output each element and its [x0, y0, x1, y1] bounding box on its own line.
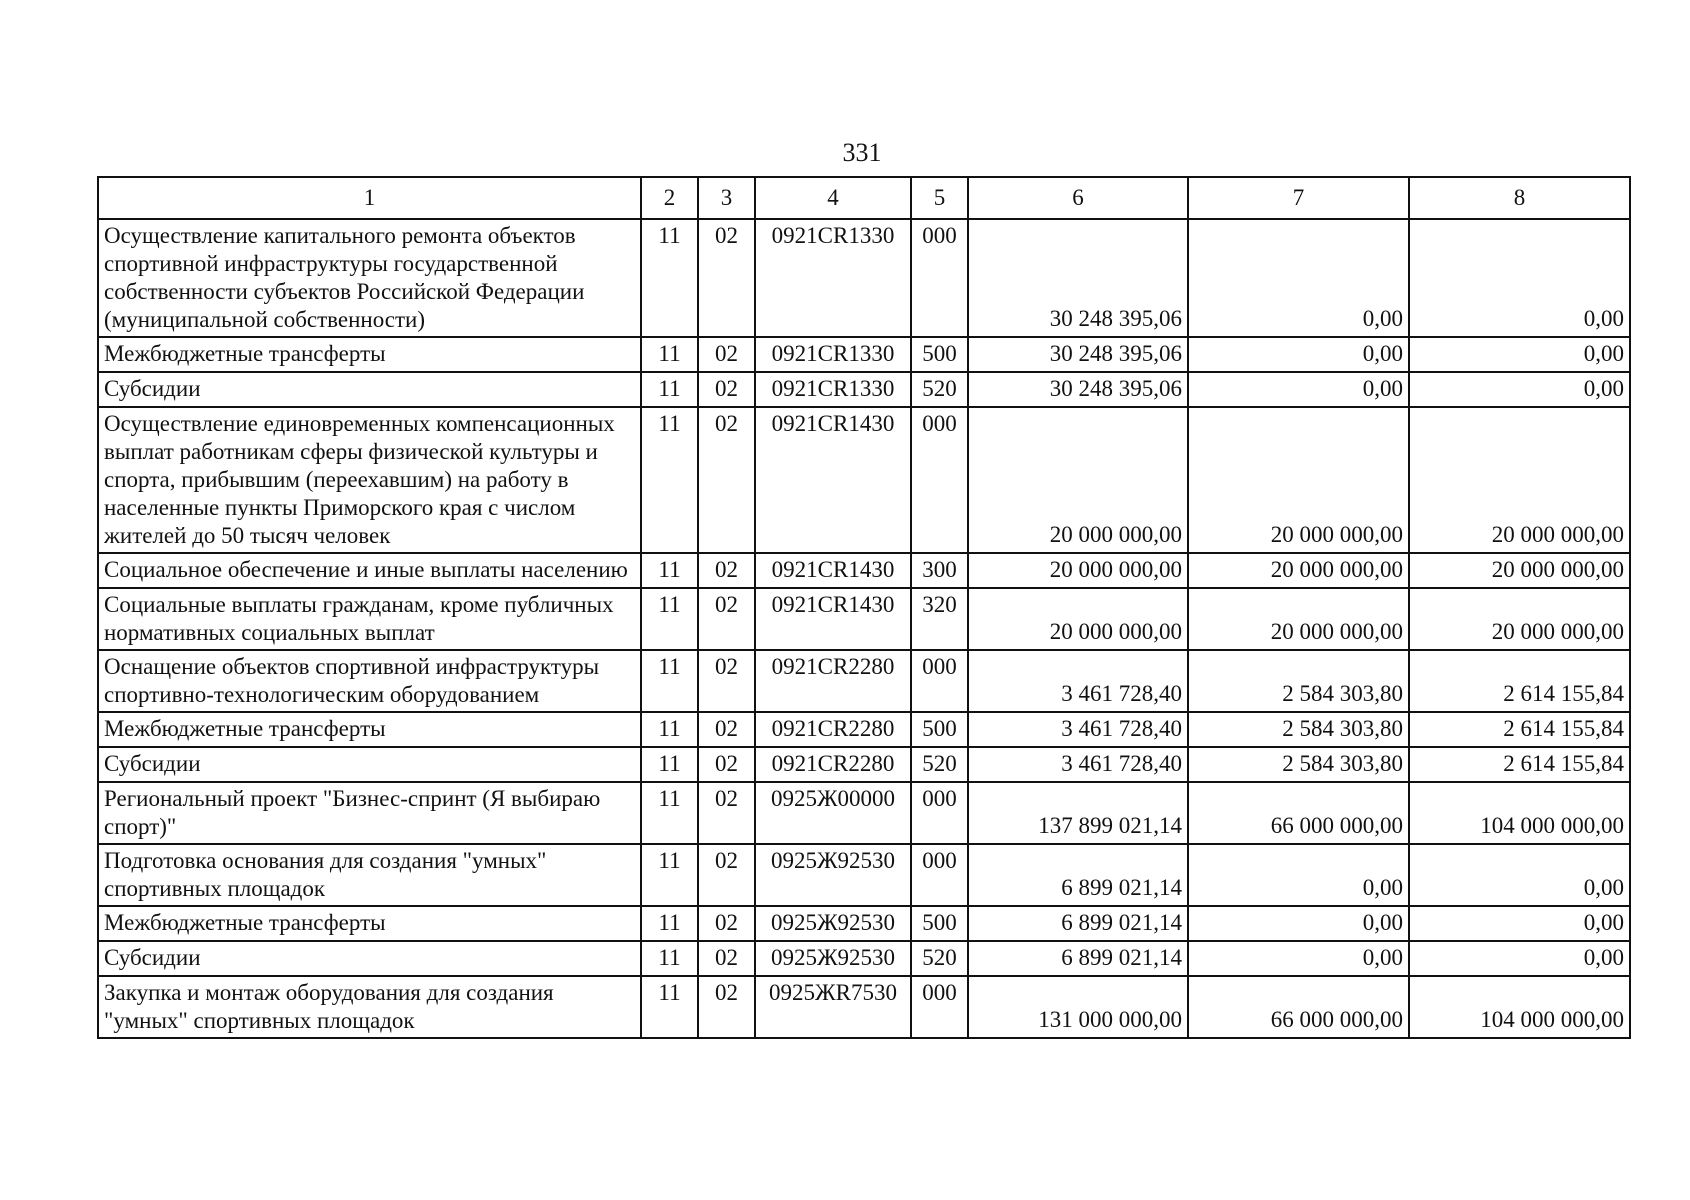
table-header [98, 177, 1630, 219]
column-header-3: 3 [698, 177, 755, 219]
target-code-cell: 0921CR2280 [755, 712, 911, 747]
subsection-cell: 02 [698, 650, 755, 712]
subsection-cell: 02 [698, 747, 755, 782]
expense-type-cell: 000 [911, 976, 968, 1038]
amount-col-6-cell: 30 248 395,06 [968, 372, 1188, 407]
table-row [98, 906, 1630, 941]
target-code-cell: 0921CR1330 [755, 337, 911, 372]
target-code-cell: 0921CR1330 [755, 372, 911, 407]
page-number: 331 [842, 138, 882, 167]
subsection-cell: 02 [698, 407, 755, 553]
section-cell: 11 [641, 372, 698, 407]
table-row [98, 712, 1630, 747]
subsection-cell: 02 [698, 588, 755, 650]
section-cell: 11 [641, 553, 698, 588]
row-name-cell: Оснащение объектов спортивной инфраструктуры спортивно-технологическим оборудованием [98, 650, 641, 712]
column-header-6: 6 [968, 177, 1188, 219]
amount-col-6-cell: 3 461 728,40 [968, 747, 1188, 782]
row-name-cell: Региональный проект "Бизнес-спринт (Я выбираю спорт)" [98, 782, 641, 844]
expense-type-cell: 000 [911, 650, 968, 712]
row-name-cell: Межбюджетные трансферты [98, 337, 641, 372]
expense-type-cell: 520 [911, 747, 968, 782]
amount-col-7-cell: 0,00 [1188, 941, 1409, 976]
expense-type-cell: 520 [911, 372, 968, 407]
target-code-cell: 0921CR1430 [755, 553, 911, 588]
subsection-cell: 02 [698, 976, 755, 1038]
expense-type-cell: 320 [911, 588, 968, 650]
amount-col-8-cell: 2 614 155,84 [1409, 747, 1630, 782]
subsection-cell: 02 [698, 782, 755, 844]
table-body [98, 219, 1630, 1038]
expense-type-cell: 000 [911, 219, 968, 337]
amount-col-7-cell: 66 000 000,00 [1188, 976, 1409, 1038]
subsection-cell: 02 [698, 712, 755, 747]
column-header-5: 5 [911, 177, 968, 219]
table-row [98, 372, 1630, 407]
section-cell: 11 [641, 747, 698, 782]
header-row [98, 177, 1630, 219]
row-name-cell: Субсидии [98, 372, 641, 407]
section-cell: 11 [641, 976, 698, 1038]
amount-col-7-cell: 2 584 303,80 [1188, 747, 1409, 782]
amount-col-7-cell: 20 000 000,00 [1188, 588, 1409, 650]
target-code-cell: 0921CR2280 [755, 747, 911, 782]
expense-type-cell: 500 [911, 712, 968, 747]
amount-col-6-cell: 131 000 000,00 [968, 976, 1188, 1038]
target-code-cell: 0925Ж92530 [755, 906, 911, 941]
amount-col-6-cell: 30 248 395,06 [968, 337, 1188, 372]
subsection-cell: 02 [698, 337, 755, 372]
table-row [98, 588, 1630, 650]
subsection-cell: 02 [698, 844, 755, 906]
subsection-cell: 02 [698, 372, 755, 407]
subsection-cell: 02 [698, 553, 755, 588]
amount-col-8-cell: 0,00 [1409, 337, 1630, 372]
row-name-cell: Осуществление капитального ремонта объектов спортивной инфраструктуры государственной собственности субъектов Российской Федерации (муниципальной собственности) [98, 219, 641, 337]
subsection-cell: 02 [698, 906, 755, 941]
expense-type-cell: 520 [911, 941, 968, 976]
section-cell: 11 [641, 906, 698, 941]
amount-col-6-cell: 20 000 000,00 [968, 588, 1188, 650]
amount-col-7-cell: 0,00 [1188, 372, 1409, 407]
amount-col-7-cell: 0,00 [1188, 906, 1409, 941]
amount-col-7-cell: 66 000 000,00 [1188, 782, 1409, 844]
column-header-1: 1 [98, 177, 641, 219]
amount-col-8-cell: 2 614 155,84 [1409, 712, 1630, 747]
row-name-cell: Субсидии [98, 941, 641, 976]
target-code-cell: 0921CR2280 [755, 650, 911, 712]
amount-col-8-cell: 104 000 000,00 [1409, 782, 1630, 844]
subsection-cell: 02 [698, 941, 755, 976]
amount-col-8-cell: 0,00 [1409, 844, 1630, 906]
amount-col-7-cell: 0,00 [1188, 844, 1409, 906]
section-cell: 11 [641, 407, 698, 553]
amount-col-6-cell: 20 000 000,00 [968, 553, 1188, 588]
amount-col-8-cell: 0,00 [1409, 219, 1630, 337]
column-header-2: 2 [641, 177, 698, 219]
row-name-cell: Социальные выплаты гражданам, кроме публичных нормативных социальных выплат [98, 588, 641, 650]
row-name-cell: Межбюджетные трансферты [98, 712, 641, 747]
section-cell: 11 [641, 337, 698, 372]
table-row [98, 844, 1630, 906]
amount-col-6-cell: 6 899 021,14 [968, 941, 1188, 976]
section-cell: 11 [641, 712, 698, 747]
amount-col-7-cell: 20 000 000,00 [1188, 553, 1409, 588]
amount-col-6-cell: 30 248 395,06 [968, 219, 1188, 337]
section-cell: 11 [641, 844, 698, 906]
expense-type-cell: 500 [911, 337, 968, 372]
amount-col-8-cell: 2 614 155,84 [1409, 650, 1630, 712]
amount-col-6-cell: 6 899 021,14 [968, 906, 1188, 941]
amount-col-6-cell: 6 899 021,14 [968, 844, 1188, 906]
row-name-cell: Закупка и монтаж оборудования для создания "умных" спортивных площадок [98, 976, 641, 1038]
amount-col-7-cell: 2 584 303,80 [1188, 650, 1409, 712]
expense-type-cell: 300 [911, 553, 968, 588]
table-row [98, 747, 1630, 782]
amount-col-8-cell: 0,00 [1409, 372, 1630, 407]
target-code-cell: 0921CR1430 [755, 588, 911, 650]
row-name-cell: Межбюджетные трансферты [98, 906, 641, 941]
expense-type-cell: 000 [911, 782, 968, 844]
amount-col-8-cell: 20 000 000,00 [1409, 407, 1630, 553]
table-row [98, 650, 1630, 712]
section-cell: 11 [641, 219, 698, 337]
expense-type-cell: 500 [911, 906, 968, 941]
column-header-8: 8 [1409, 177, 1630, 219]
row-name-cell: Субсидии [98, 747, 641, 782]
amount-col-6-cell: 20 000 000,00 [968, 407, 1188, 553]
section-cell: 11 [641, 650, 698, 712]
section-cell: 11 [641, 941, 698, 976]
amount-col-7-cell: 2 584 303,80 [1188, 712, 1409, 747]
row-name-cell: Подготовка основания для создания "умных" спортивных площадок [98, 844, 641, 906]
target-code-cell: 0925Ж92530 [755, 844, 911, 906]
amount-col-6-cell: 3 461 728,40 [968, 712, 1188, 747]
expense-type-cell: 000 [911, 407, 968, 553]
budget-table [97, 176, 1631, 1039]
amount-col-6-cell: 3 461 728,40 [968, 650, 1188, 712]
column-header-4: 4 [755, 177, 911, 219]
target-code-cell: 0925ЖR7530 [755, 976, 911, 1038]
row-name-cell: Осуществление единовременных компенсационных выплат работникам сферы физической культуры и спорта, прибывшим (переехавшим) на работу в населенные пункты Приморского края с числом жителей до 50 тысяч человек [98, 407, 641, 553]
amount-col-6-cell: 137 899 021,14 [968, 782, 1188, 844]
table-row [98, 219, 1630, 337]
table-row [98, 553, 1630, 588]
section-cell: 11 [641, 588, 698, 650]
amount-col-7-cell: 0,00 [1188, 337, 1409, 372]
amount-col-8-cell: 20 000 000,00 [1409, 588, 1630, 650]
section-cell: 11 [641, 782, 698, 844]
target-code-cell: 0925Ж00000 [755, 782, 911, 844]
table-row [98, 941, 1630, 976]
amount-col-8-cell: 20 000 000,00 [1409, 553, 1630, 588]
amount-col-8-cell: 104 000 000,00 [1409, 976, 1630, 1038]
target-code-cell: 0925Ж92530 [755, 941, 911, 976]
target-code-cell: 0921CR1430 [755, 407, 911, 553]
row-name-cell: Социальное обеспечение и иные выплаты населению [98, 553, 641, 588]
amount-col-8-cell: 0,00 [1409, 941, 1630, 976]
table-row [98, 976, 1630, 1038]
amount-col-7-cell: 20 000 000,00 [1188, 407, 1409, 553]
amount-col-8-cell: 0,00 [1409, 906, 1630, 941]
table-row [98, 407, 1630, 553]
expense-type-cell: 000 [911, 844, 968, 906]
amount-col-7-cell: 0,00 [1188, 219, 1409, 337]
table-row [98, 782, 1630, 844]
target-code-cell: 0921CR1330 [755, 219, 911, 337]
column-header-7: 7 [1188, 177, 1409, 219]
subsection-cell: 02 [698, 219, 755, 337]
table-row [98, 337, 1630, 372]
